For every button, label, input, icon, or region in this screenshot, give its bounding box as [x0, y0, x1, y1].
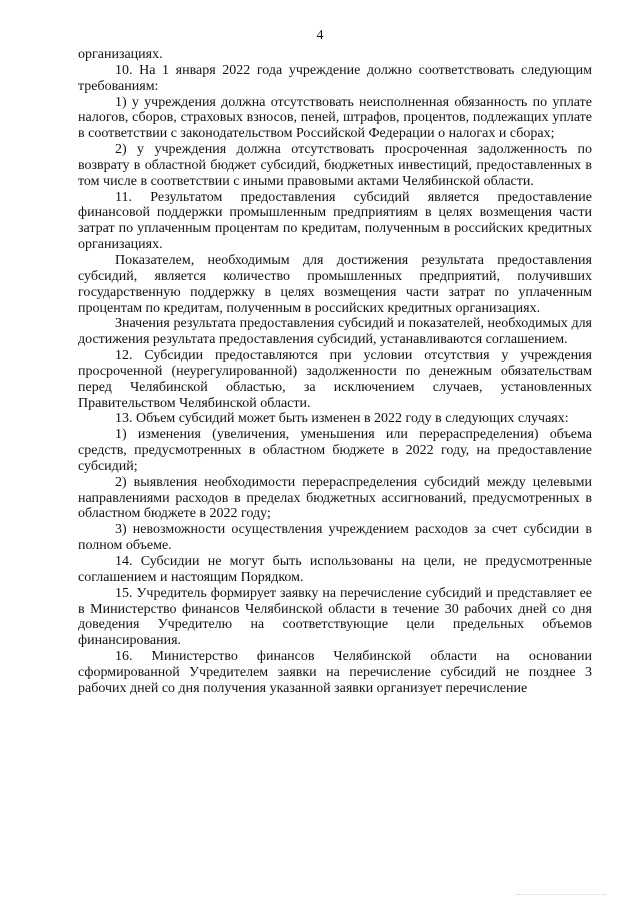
paragraph-12: 12. Субсидии предоставляются при условии отсутствия у учреждения просроченной (неурегулированной) задолженности по денежным обязательствам перед Челябинской областью, за исключением случаев, установленных Правительством Челябинской области.: [78, 348, 592, 411]
paragraph-11: 11. Результатом предоставления субсидий является предоставление финансовой поддержки промышленным предприятиям в целях возмещения части затрат по уплаченным процентам по кредитам, полученным в российских кредитных организациях.: [78, 189, 592, 253]
paragraph-14: 14. Субсидии не могут быть использованы на цели, не предусмотренные соглашением и настоящим Порядком.: [78, 554, 592, 585]
document-body: [78, 47, 592, 697]
paragraph-10: 10. На 1 января 2022 года учреждение должно соответствовать следующим требованиям:: [78, 62, 592, 94]
paragraph-13-item-1: 1) изменения (увеличения, уменьшения или перераспределения) объема средств, предусмотренных в областном бюджете в 2022 году, на предоставление субсидий;: [78, 427, 592, 474]
page-number: 4: [316, 28, 324, 43]
paragraph-15: 15. Учредитель формирует заявку на перечисление субсидий и представляет ее в Министерство финансов Челябинской области в течение 30 рабочих дней со дня доведения Учредителю на соответствующие цели предельных объемов финансирования.: [78, 585, 592, 649]
paragraph-continuation: организациях.: [78, 47, 163, 62]
paragraph-11-indicator: Показателем, необходимым для достижения результата предоставления субсидий, является количество промышленных предприятий, получивших государственную поддержку в целях возмещения части затрат по уплаченным процентам по кредитам, полученным в российских кредитных организациях.: [78, 252, 592, 316]
paragraph-10-item-1: 1) у учреждения должна отсутствовать неисполненная обязанность по уплате налогов, сборов, страховых взносов, пеней, штрафов, процентов, подлежащих уплате в соответствии с законодательством Российской Федерации о налогах и сборах;: [78, 94, 592, 142]
scan-edge-mark: [516, 894, 606, 899]
paragraph-13-item-3: 3) невозможности осуществления учреждением расходов за счет субсидии в полном объеме.: [78, 522, 592, 554]
paragraph-16: 16. Министерство финансов Челябинской области на основании сформированной Учредителем заявки на перечисление субсидий не позднее 3 рабочих дней со дня получения указанной заявки организует перечисление: [78, 649, 592, 696]
paragraph-10-item-2: 2) у учреждения должна отсутствовать просроченная задолженность по возврату в областной бюджет субсидий, бюджетных инвестиций, предоставленных в том числе в соответствии с иными правовыми актами Челябинской области.: [78, 142, 592, 189]
paragraph-13-item-2: 2) выявления необходимости перераспределения субсидий между целевыми направлениями расходов в пределах бюджетных ассигнований, предусмотренных в областном бюджете в 2022 году;: [78, 474, 592, 522]
paragraph-11-values: Значения результата предоставления субсидий и показателей, необходимых для достижения результата предоставления субсидий, устанавливаются соглашением.: [78, 316, 592, 348]
paragraph-13: 13. Объем субсидий может быть изменен в 2022 году в следующих случаях:: [115, 411, 569, 427]
